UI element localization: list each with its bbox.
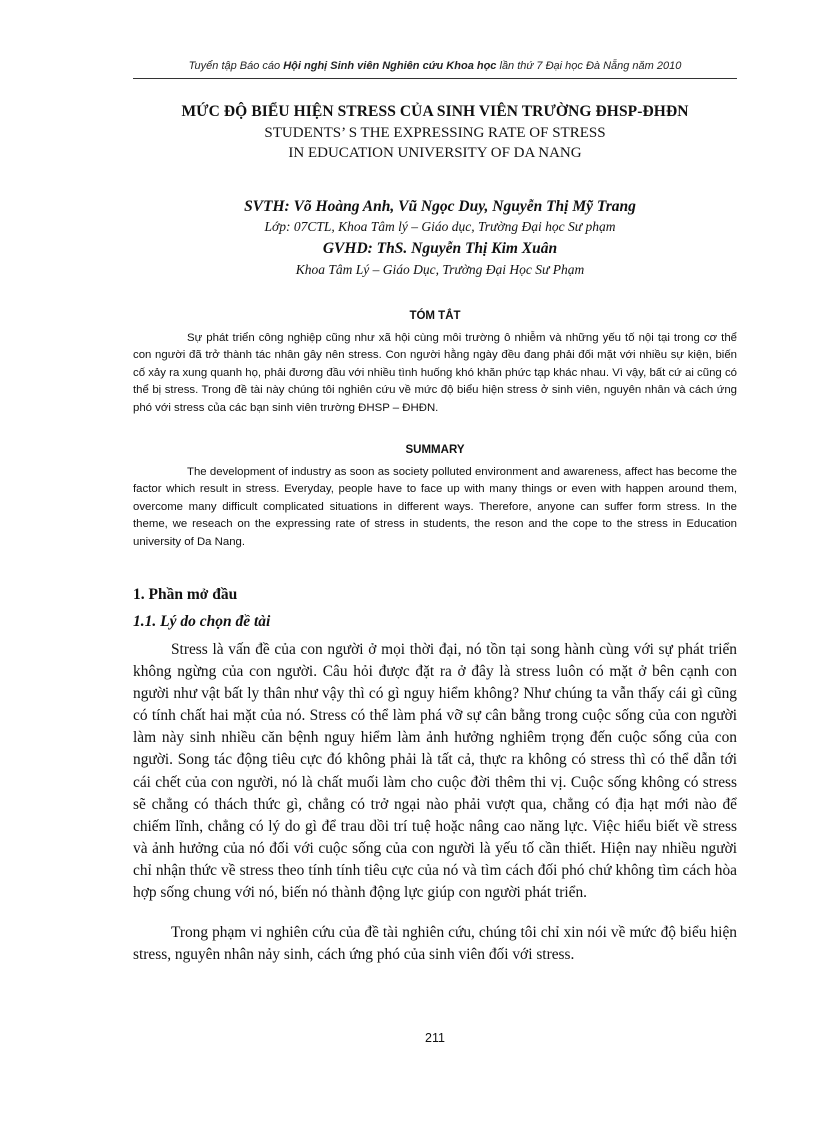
student-affiliation: Lớp: 07CTL, Khoa Tâm lý – Giáo dục, Trường Đại học Sư phạm xyxy=(264,219,616,234)
supervisor: GVHD: ThS. Nguyễn Thị Kim Xuân xyxy=(322,240,558,257)
header-conference: Hội nghị Sinh viên Nghiên cứu Khoa học xyxy=(283,60,497,72)
body-paragraph-1: Stress là vấn đề của con người ở mọi thời đại, nó tồn tại song hành cùng với sự phát triển không ngừng của con người. Câu hỏi được đặt ra ở đây là stress luôn có mặt ở bên cạnh con người như vật bất ly thân như vậy thì có gì nguy hiểm không? Như chúng ta vẫn thấy cái gì cũng có tính chất hai mặt của nó. Stress có thể làm phá vỡ sự cân bằng trong cuộc sống của con người làm này sinh nhiều căn bệnh nguy hiểm làm ảnh hưởng nghiêm trọng đến cuộc sống của con người. Song tác động tiêu cực đó không phải là tất cả, thực ra không có stress thì có thể dẫn tới cái chết của con người, nó là chất muối làm cho cuộc đời thêm thi vị. Cuộc sống không có stress sẽ chẳng có thách thức gì, chẳng có trở ngại nào phải vượt qua, chẳng có địa hạt mới nào để chiếm lĩnh, chẳng có lý do gì để trau dồi trí tuệ hoặc nâng cao năng lực. Việc hiểu biết về stress và ảnh hưởng của nó đối với cuộc sống của con người là yếu tố cần thiết. Hiện nay nhiều người chỉ nhận thức về stress theo tính tính tiêu cực của nó và tìm cách đối phó chứ không tìm cách hòa hợp sống chung với nó, biến nó thành động lực giúp con người phát triển. xyxy=(133,641,737,902)
student-authors: SVTH: Võ Hoàng Anh, Vũ Ngọc Duy, Nguyễn Thị Mỹ Trang xyxy=(244,198,636,215)
supervisor-affiliation: Khoa Tâm Lý – Giáo Dục, Trường Đại Học Sư Phạm xyxy=(295,262,585,277)
abstract-vi-text: Sự phát triển công nghiệp cũng như xã hội cùng môi trường ô nhiễm và những yếu tố nội tại trong cơ thể con người đã trở thành tác nhân gây nên stress. Con người hằng ngày đều đang phải đối mặt với nhiều sự kiện, biến cố xảy ra xung quanh họ, phải đương đầu với nhiều tình huống khó khăn phức tạp khác nhau. Vì vậy, bất cứ ai cũng có thể bị stress. Trong đề tài này chúng tôi nghiên cứu về mức độ biểu hiện stress ở sinh viên, nguyên nhân và cách ứng phó với stress của các bạn sinh viên trường ĐHSP – ĐHĐN. xyxy=(133,332,737,414)
english-title-line1: STUDENTS’ S THE EXPRESSING RATE OF STRESS xyxy=(264,125,606,141)
subsection-heading: 1.1. Lý do chọn đề tài xyxy=(133,613,271,630)
abstract-vi-heading: TÓM TẮT xyxy=(409,310,461,322)
header-divider xyxy=(133,78,737,79)
header-suffix: lần thứ 7 Đại học Đà Nẵng năm 2010 xyxy=(496,60,682,72)
running-header xyxy=(133,60,737,72)
body-paragraph-2: Trong phạm vi nghiên cứu của đề tài nghiên cứu, chúng tôi chỉ xin nói về mức độ biểu hiện stress, nguyên nhân nảy sinh, cách ứng phó của sinh viên đối với stress. xyxy=(133,924,737,964)
paper-title: MỨC ĐỘ BIỂU HIỆN STRESS CỦA SINH VIÊN TRƯỜNG ĐHSP-ĐHĐN xyxy=(181,103,689,120)
header-prefix: Tuyển tập Báo cáo xyxy=(188,60,284,72)
english-title-line2: IN EDUCATION UNIVERSITY OF DA NANG xyxy=(288,145,582,161)
section-heading: 1. Phần mở đầu xyxy=(133,586,238,603)
page-number: 211 xyxy=(425,1031,445,1045)
abstract-en-heading: SUMMARY xyxy=(405,444,465,456)
abstract-en-text: The development of industry as soon as society polluted environment and awareness, affect has become the factor which result in stress. Everyday, people have to face up with many things or even with happen around them, overcome many difficult complicated situations in different ways. Therefore, anyone can suffer form stress. In the theme, we reseach on the expressing rate of stress in students, the reson and the cope to the stress in Education university of Da Nang. xyxy=(133,466,737,548)
